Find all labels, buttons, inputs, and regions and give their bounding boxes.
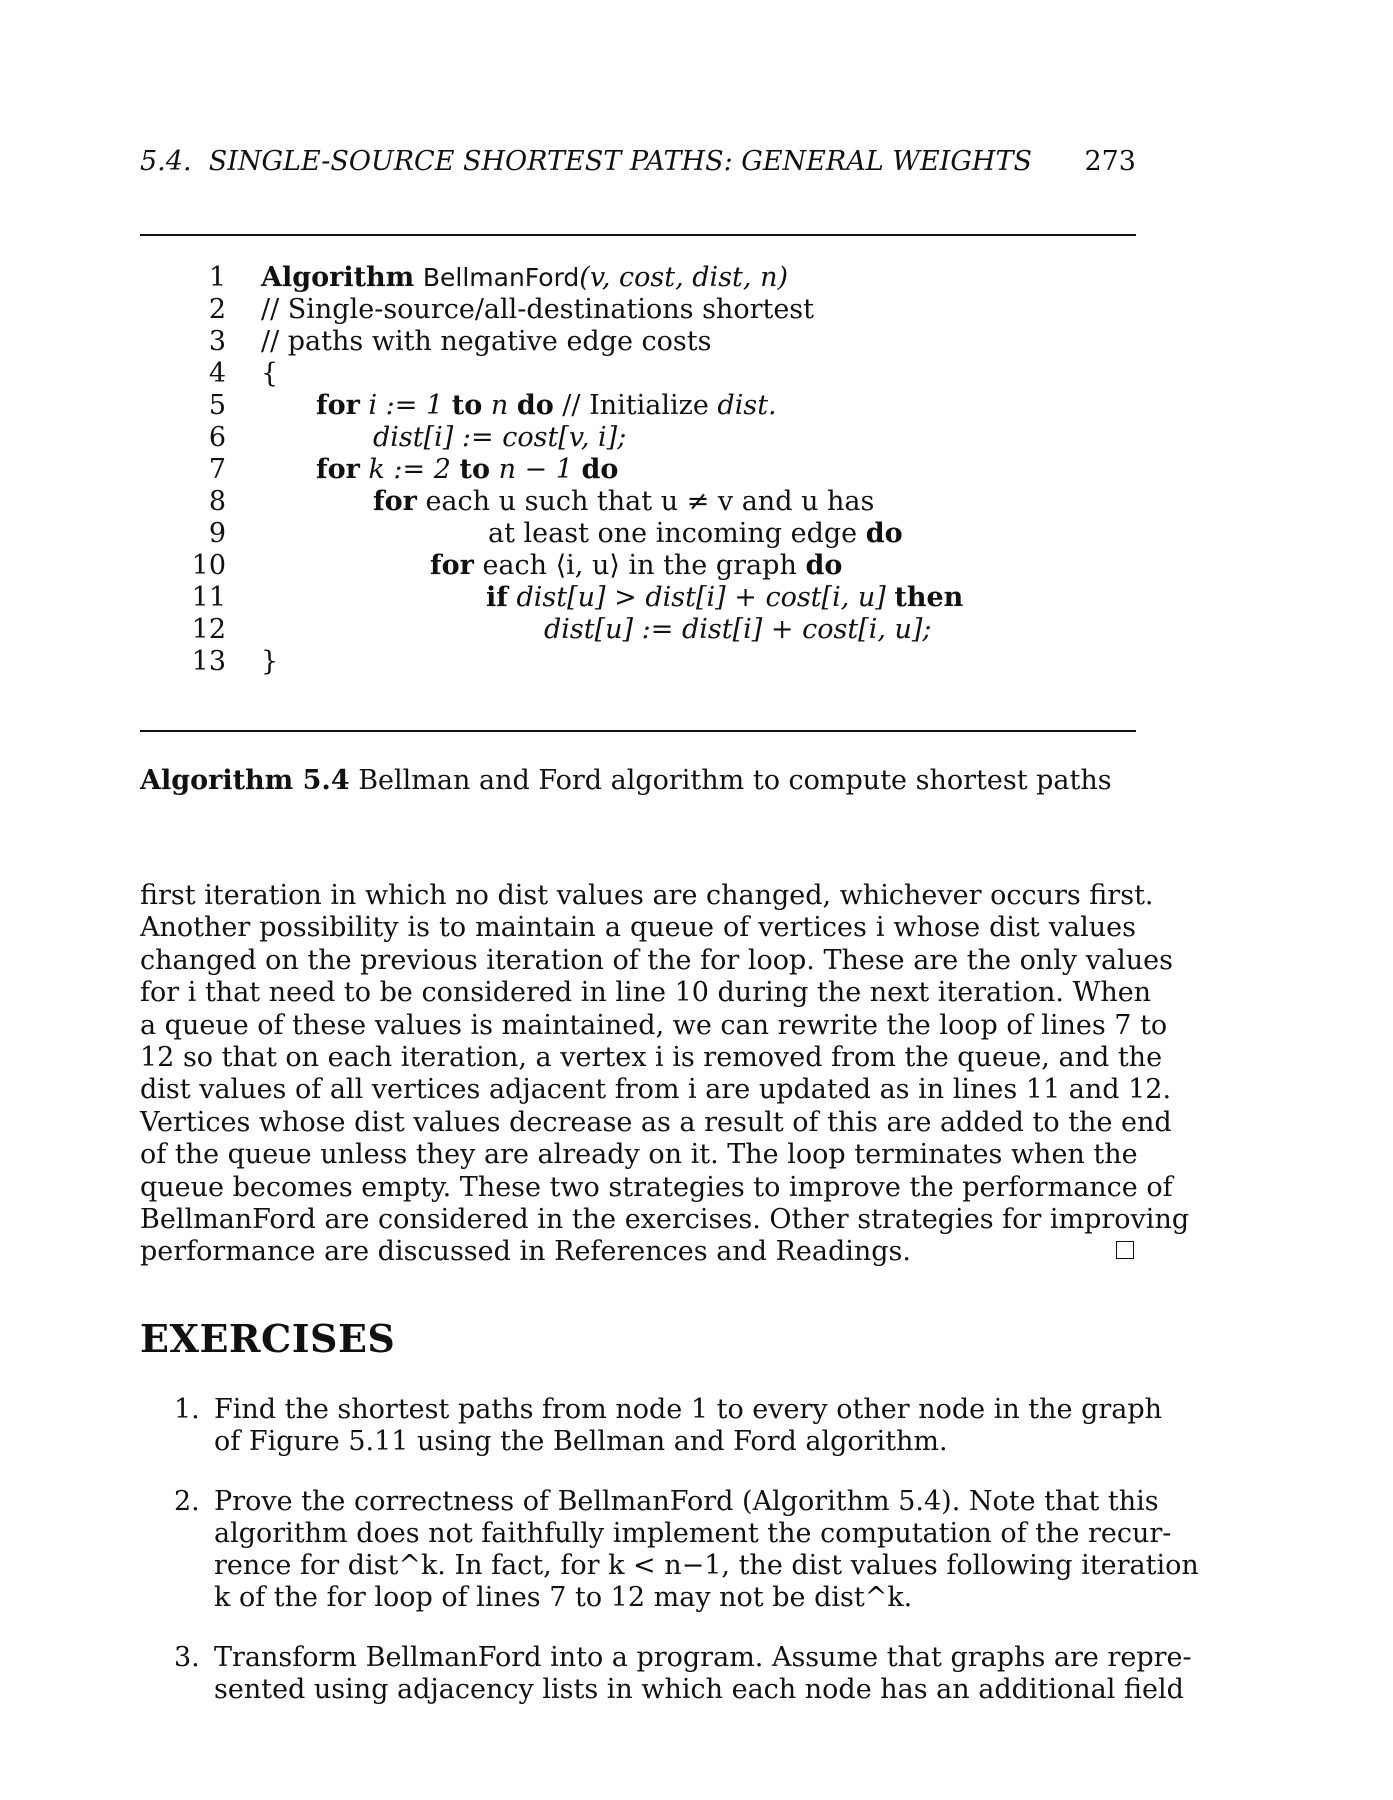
line-number: 6 — [208, 422, 226, 453]
expression: dist[u] > dist[i] + cost[i, u] — [516, 582, 886, 613]
paragraph-line: dist values of all vertices adjacent from i are updated as in lines 11 and 12. — [140, 1074, 1172, 1106]
keyword: for — [316, 454, 360, 485]
keyword: for — [316, 390, 360, 421]
expression: dist. — [717, 390, 777, 421]
paragraph-line: BellmanFord are considered in the exercises. Other strategies for improving — [140, 1203, 1190, 1235]
paragraph-line: for i that need to be considered in line 10 during the next iteration. When — [140, 977, 1152, 1009]
body-paragraph — [140, 880, 1190, 1269]
keyword: do — [581, 454, 619, 485]
algorithm-bottom-rule — [140, 730, 1136, 732]
line-number: 2 — [208, 294, 226, 325]
exercise-number: 2. — [174, 1486, 200, 1517]
exercise-line: Prove the correctness of BellmanFord (Algorithm 5.4). Note that this — [214, 1486, 1159, 1517]
exercise-line: Transform BellmanFord into a program. Assume that graphs are repre- — [214, 1642, 1192, 1673]
exercise-number: 1. — [174, 1394, 200, 1425]
caption-text: Bellman and Ford algorithm to compute shortest paths — [358, 765, 1112, 796]
page-number: 273 — [1084, 146, 1136, 177]
exercise-line: of Figure 5.11 using the Bellman and Ford algorithm. — [214, 1426, 948, 1457]
exercise-line: k of the for loop of lines 7 to 12 may not be dist^k. — [214, 1582, 913, 1613]
expression: dist[i] := cost[v, i]; — [373, 422, 627, 453]
keyword: do — [865, 518, 903, 549]
paragraph-line — [140, 1236, 1136, 1268]
section-number: 5.4. — [140, 146, 192, 177]
paragraph-line: queue becomes empty. These two strategies to improve the performance of — [140, 1171, 1173, 1203]
algorithm-name: BellmanFord — [422, 263, 580, 292]
expression: n — [490, 390, 509, 421]
exercise-line: Find the shortest paths from node 1 to every other node in the graph — [214, 1394, 1163, 1425]
paragraph-line: first iteration in which no dist values are changed, whichever occurs first. — [140, 880, 1154, 911]
paragraph-line: of the queue unless they are already on it. The loop terminates when the — [140, 1139, 1138, 1171]
exercise-number: 3. — [174, 1642, 200, 1673]
line-number: 5 — [208, 390, 226, 421]
exercise-line: algorithm does not faithfully implement the computation of the recur- — [214, 1518, 1172, 1549]
open-brace: { — [261, 358, 279, 389]
keyword: then — [894, 582, 964, 613]
paragraph-line-text: performance are discussed in References and Readings. — [140, 1236, 911, 1268]
paragraph-line: Vertices whose dist values decrease as a result of this are added to the end — [140, 1106, 1172, 1138]
line-number: 11 — [191, 582, 226, 613]
statement: at least one incoming edge — [488, 518, 858, 549]
line-number: 8 — [208, 486, 226, 517]
line-number: 9 — [208, 518, 226, 549]
algorithm-top-rule — [140, 234, 1136, 236]
keyword: to — [459, 454, 490, 485]
keyword: for — [430, 550, 474, 581]
exercise-line: rence for dist^k. In fact, for k < n−1, the dist values following iteration — [214, 1550, 1199, 1581]
keyword: if — [486, 582, 508, 613]
end-of-proof-icon — [1116, 1241, 1134, 1259]
line-number: 13 — [191, 646, 226, 677]
comment: // Initialize — [562, 390, 709, 421]
expression: k := 2 — [368, 454, 451, 485]
exercise-line: sented using adjacency lists in which each node has an additional field — [214, 1674, 1184, 1705]
keyword: Algorithm — [261, 262, 415, 293]
paragraph-line: Another possibility is to maintain a queue of vertices i whose dist values — [140, 912, 1136, 944]
section-title: SINGLE-SOURCE SHORTEST PATHS: GENERAL WEIGHTS — [208, 146, 1032, 177]
comment: // paths with negative edge costs — [261, 326, 712, 357]
algorithm-params: (v, cost, dist, n) — [579, 262, 788, 293]
keyword: do — [516, 390, 554, 421]
line-number: 12 — [191, 614, 226, 645]
close-brace: } — [261, 646, 279, 677]
statement: each u such that u ≠ v and u has — [425, 486, 875, 517]
line-number: 3 — [208, 326, 226, 357]
paragraph-line: a queue of these values is maintained, we can rewrite the loop of lines 7 to — [140, 1009, 1168, 1041]
comment: // Single-source/all-destinations shortest — [261, 294, 815, 325]
keyword: do — [805, 550, 843, 581]
expression: i := 1 — [368, 390, 444, 421]
paragraph-line: changed on the previous iteration of the for loop. These are the only values — [140, 944, 1173, 976]
running-header — [140, 146, 1136, 177]
line-number: 1 — [208, 262, 226, 293]
algorithm-caption — [140, 765, 1136, 796]
line-number: 7 — [208, 454, 226, 485]
expression: dist[u] := dist[i] + cost[i, u]; — [544, 614, 932, 645]
paragraph-line: 12 so that on each iteration, a vertex i is removed from the queue, and the — [140, 1041, 1163, 1073]
statement: each ⟨i, u⟩ in the graph — [482, 550, 797, 581]
keyword: to — [451, 390, 483, 421]
line-number: 10 — [191, 550, 226, 581]
expression: n − 1 — [498, 454, 573, 485]
keyword: for — [373, 486, 417, 517]
exercises-heading: EXERCISES — [140, 1316, 396, 1361]
line-number: 4 — [208, 358, 226, 389]
caption-label: Algorithm 5.4 — [140, 765, 350, 796]
